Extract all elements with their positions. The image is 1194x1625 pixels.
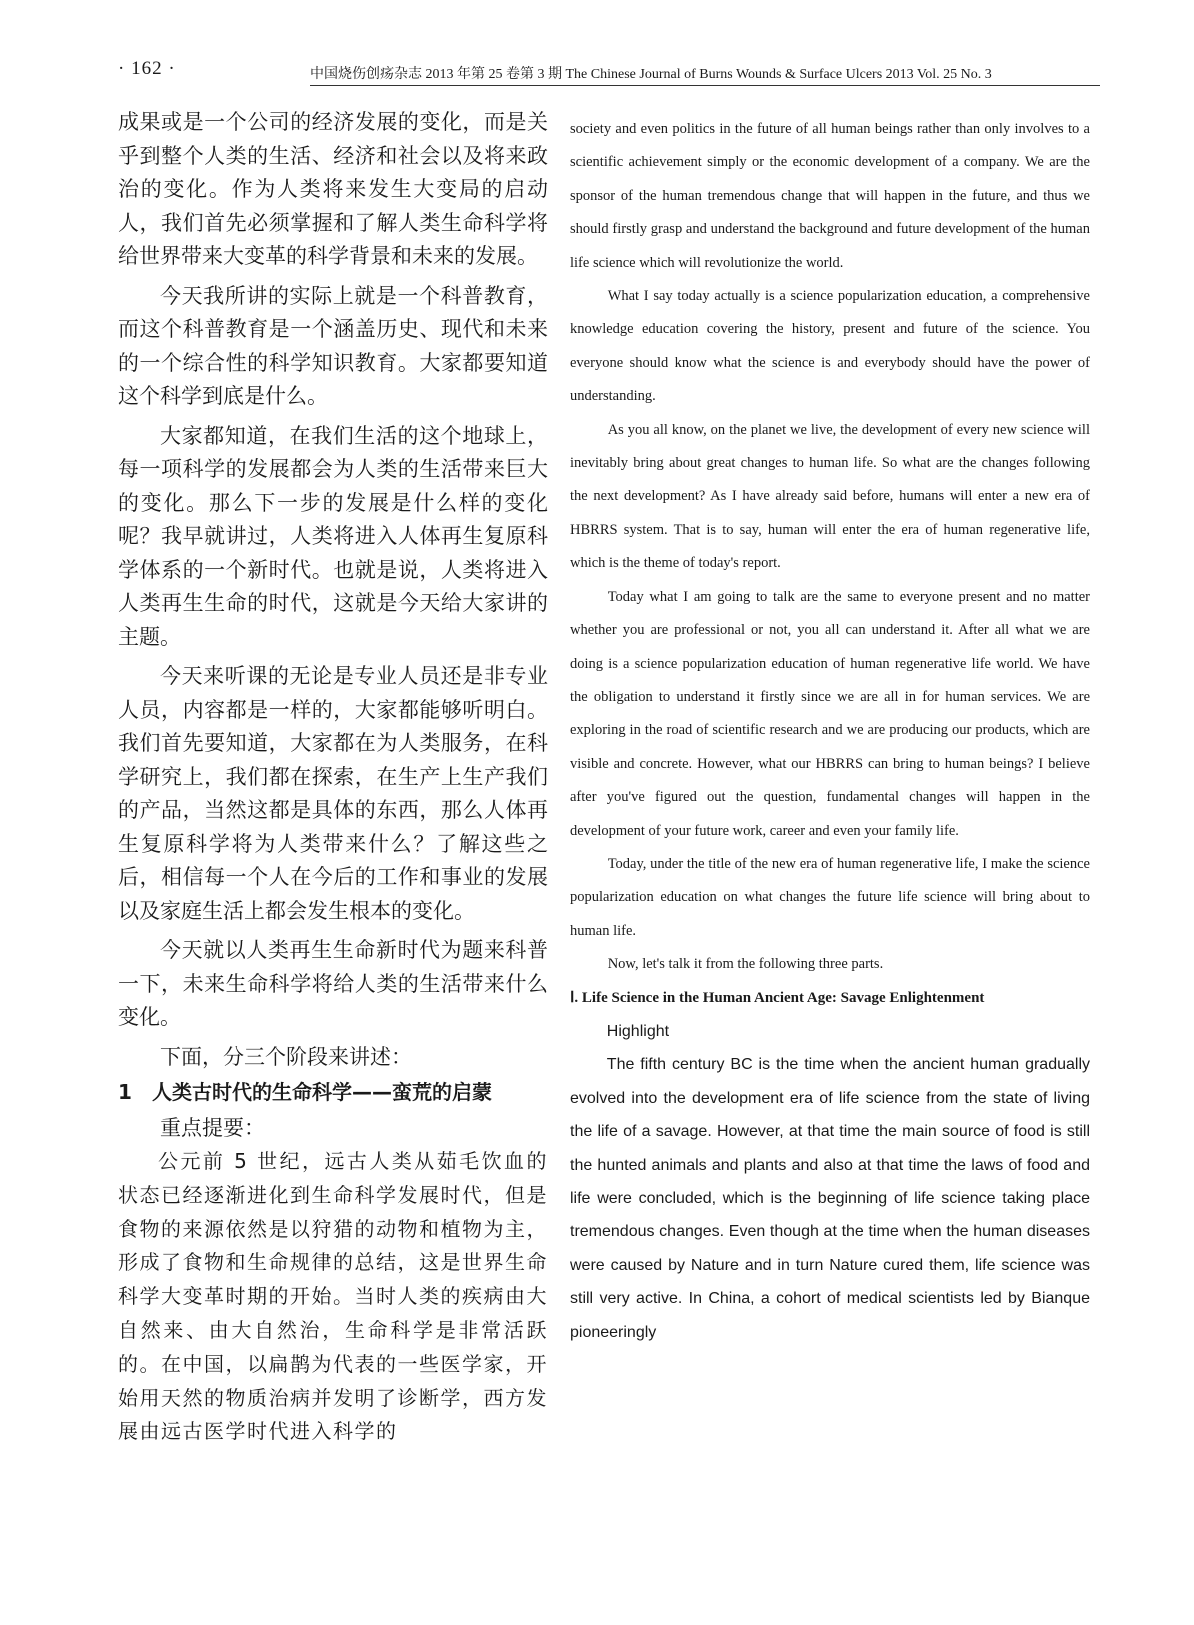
en-paragraph-7: The fifth century BC is the time when the ancient human gradually evolved into the development era of life science from the state of living the life of a savage. However, at that time the main source of food is still the hunted animals and plants and also at that time the laws of food and life were concluded, which is the beginning of life science taking place tremendous changes. Even though at the time when the human diseases were caused by Nature and in turn Nature cured them, life science was still very active. In China, a cohort of medical scientists led by Bianque pioneeringly — [570, 1056, 1090, 1341]
zh-paragraph-6: 下面，分三个阶段来讲述： — [160, 1044, 412, 1069]
zh-paragraph-4: 今天来听课的无论是专业人员还是非专业人员，内容都是一样的，大家都能够听明白。我们首先要知道，大家都在为人类服务，在科学研究上，我们都在探索，在生产上生产我们的产品，当然这都是具体的东西，那么人体再生复原科学将为人类带来什么？了解这些之后，相信每一个人在今后的工作和事业的发展以及家庭生活上都会发生根本的变化。 — [118, 664, 548, 923]
zh-paragraph-2: 今天我所讲的实际上就是一个科普教育，而这个科普教育是一个涵盖历史、现代和未来的一个综合性的科学知识教育。大家都要知道这个科学到底是什么。 — [118, 283, 548, 408]
zh-paragraph-5: 今天就以人类再生生命新时代为题来科普一下，未来生命科学将给人类的生活带来什么变化。 — [118, 938, 548, 1029]
english-column — [570, 113, 1090, 1349]
zh-section-number: 1 — [118, 1080, 132, 1104]
page-number: · 162 · — [118, 58, 176, 79]
zh-paragraph-3: 大家都知道，在我们生活的这个地球上，每一项科学的发展都会为人类的生活带来巨大的变化。那么下一步的发展是什么样的变化呢？我早就讲过，人类将进入人体再生复原科学体系的一个新时代。也就是说，人类将进入人类再生生命的时代，这就是今天给大家讲的主题。 — [118, 423, 548, 649]
en-paragraph-3: As you all know, on the planet we live, the development of every new science will inevitably bring about great changes to human life. So what are the changes following the next development? As I have already said before, humans will enter a new era of HBRRS system. That is to say, human will enter the era of human regenerative life, which is the theme of today's report. — [570, 421, 1090, 572]
zh-section-heading — [118, 1076, 548, 1110]
chinese-column — [118, 106, 548, 1455]
en-paragraph-1: society and even politics in the future of all human beings rather than only involves to a scientific achievement simply or the economic development of a company. We are the sponsor of the human tremendous change that will happen in the future, and thus we should firstly grasp and understand the background and future development of the human life science which will revolutionize the world. — [570, 121, 1090, 271]
en-paragraph-4: Today what I am going to talk are the same to everyone present and no matter whether you are professional or not, you all can understand it. After all what we are doing is a science popularization education of human regenerative life world. We have the obligation to understand it firstly since we are all in for human services. We are exploring in the road of scientific research and we are producing our products, which are visible and concrete. However, what our HBRRS can bring to human beings? I believe after you've figured out the question, fundamental changes will happen in the development of your future work, career and even your family life. — [570, 588, 1090, 839]
en-paragraph-2: What I say today actually is a science popularization education, a comprehensive knowledge education covering the history, present and future of the science. You everyone should know what the science is and everybody should have the power of understanding. — [570, 288, 1090, 405]
page-header — [0, 0, 1194, 100]
en-highlight-label: Highlight — [606, 1022, 670, 1040]
en-paragraph-6: Now, let's talk it from the following three parts. — [607, 956, 884, 973]
en-section-heading: Ⅰ. Life Science in the Human Ancient Age: Savage Enlightenment — [570, 989, 985, 1006]
zh-paragraph-1: 成果或是一个公司的经济发展的变化，而是关乎到整个人类的生活、经济和社会以及将来政治的变化。作为人类将来发生大变局的启动人，我们首先必须掌握和了解人类生命科学将给世界带来大变革的科学背景和未来的发展。 — [118, 110, 548, 268]
zh-section-title: 人类古时代的生命科学——蛮荒的启蒙 — [152, 1080, 492, 1104]
zh-highlight-label: 重点提要： — [160, 1115, 265, 1140]
en-paragraph-5: Today, under the title of the new era of human regenerative life, I make the science popularization education on what changes the future life science will bring about to human life. — [570, 855, 1090, 939]
running-header-journal: 中国烧伤创疡杂志 2013 年第 25 卷第 3 期 The Chinese Journal of Burns Wounds & Surface Ulcers 2013 Vol. 25 No. 3 — [310, 63, 1100, 86]
zh-paragraph-7: 公元前 5 世纪，远古人类从茹毛饮血的状态已经逐渐进化到生命科学发展时代，但是食物的来源依然是以狩猎的动物和植物为主，形成了食物和生命规律的总结，这是世界生命科学大变革时期的开始。当时人类的疾病由大自然来、由大自然治，生命科学是非常活跃的。在中国，以扁鹊为代表的一些医学家，开始用天然的物质治病并发明了诊断学，西方发展由远古医学时代进入科学的 — [118, 1149, 548, 1444]
